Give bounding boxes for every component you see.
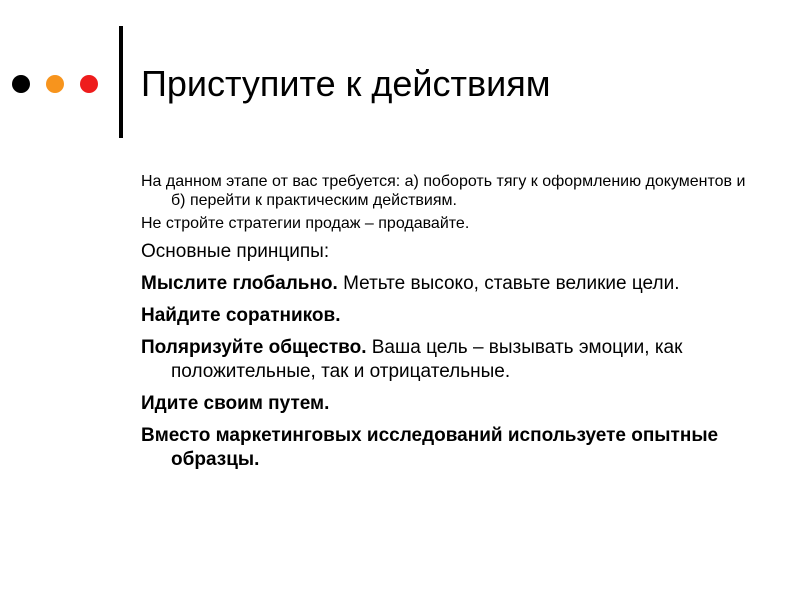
body-paragraph (141, 240, 761, 264)
dot-black-icon (12, 75, 30, 93)
body-paragraph (141, 304, 761, 328)
paragraph-text: Ваша цель – вызывать эмоции, как положительные, так и отрицательные. (171, 337, 683, 382)
paragraph-bold-text: Поляризуйте общество. (141, 337, 367, 358)
paragraph-bold-text: Идите своим путем. (141, 393, 330, 414)
slide-title: Приступите к действиям (141, 63, 551, 104)
paragraph-bold-text: Мыслите глобально. (141, 273, 338, 294)
paragraph-text: Основные принципы: (141, 241, 330, 262)
paragraph-text: Метьте высоко, ставьте великие цели. (337, 273, 680, 294)
body-paragraph (141, 272, 761, 296)
dot-red-icon (80, 75, 98, 93)
decorative-dots (12, 74, 114, 94)
body-paragraph (141, 172, 761, 210)
paragraph-text: На данном этапе от вас требуется: а) побороть тягу к оформлению документов и б) перейти к практическим действиям. (141, 173, 746, 209)
paragraph-text: Не стройте стратегии продаж – продавайте. (141, 215, 470, 232)
dot-orange-icon (46, 75, 64, 93)
body-paragraph (141, 392, 761, 416)
body-paragraph (141, 336, 761, 384)
slide-body (141, 172, 761, 472)
body-paragraph (141, 424, 761, 472)
paragraph-bold-text: Найдите соратников. (141, 305, 341, 326)
paragraph-bold-text: Вместо маркетинговых исследований используете опытные образцы. (141, 425, 719, 470)
title-separator-line (119, 26, 123, 138)
body-paragraph (141, 214, 761, 233)
